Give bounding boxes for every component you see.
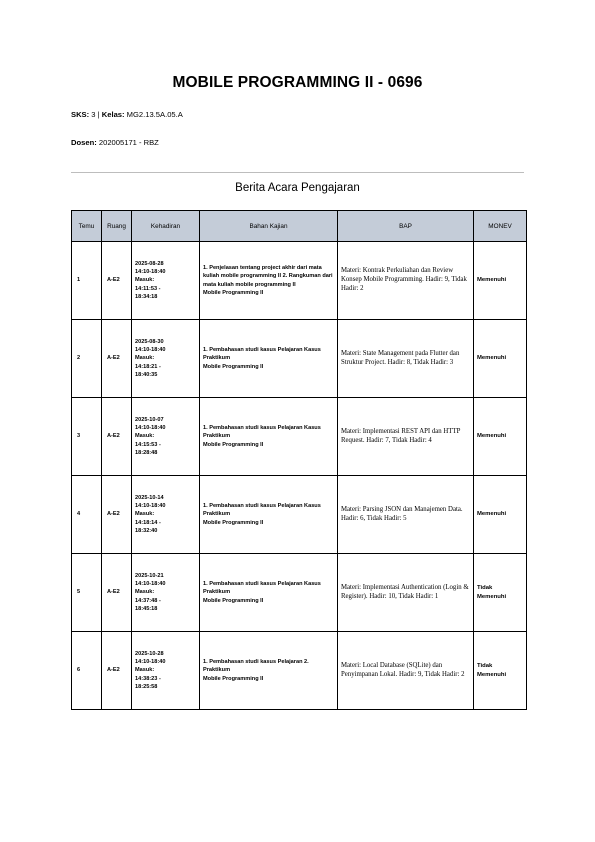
sks-label: SKS: — [71, 110, 90, 119]
cell-kehadiran: 2025-10-28 14:10-18:40 Masuk: 14:38:23 - 18:25:58 — [132, 632, 200, 710]
header-bahan-kajian: Bahan Kajian — [200, 211, 338, 242]
cell-temu: 4 — [72, 476, 102, 554]
table-row — [72, 632, 527, 710]
divider — [71, 172, 524, 173]
sks-value: 3 — [91, 110, 96, 119]
cell-kehadiran: 2025-10-07 14:10-18:40 Masuk: 14:15:53 - 18:28:48 — [132, 398, 200, 476]
cell-temu: 2 — [72, 320, 102, 398]
table-header-row — [72, 211, 527, 242]
cell-ruang: A-E2 — [102, 476, 132, 554]
cell-bahan-kajian: 1. Pembahasan studi kasus Pelajaran Kasus Praktikum Mobile Programming II — [200, 398, 338, 476]
header-temu: Temu — [72, 211, 102, 242]
cell-bap: Materi: State Management pada Flutter dan Struktur Project. Hadir: 8, Tidak Hadir: 3 — [338, 320, 474, 398]
cell-ruang: A-E2 — [102, 398, 132, 476]
cell-bap: Materi: Implementasi Authentication (Login & Register). Hadir: 10, Tidak Hadir: 1 — [338, 554, 474, 632]
cell-monev: Memenuhi — [474, 242, 527, 320]
cell-bahan-kajian: 1. Pembahasan studi kasus Pelajaran 2. Praktikum Mobile Programming II — [200, 632, 338, 710]
dosen-label: Dosen: — [71, 138, 97, 147]
cell-bap: Materi: Implementasi REST API dan HTTP Request. Hadir: 7, Tidak Hadir: 4 — [338, 398, 474, 476]
header-monev: MONEV — [474, 211, 527, 242]
cell-monev: Memenuhi — [474, 398, 527, 476]
kelas-label: Kelas: — [101, 110, 125, 119]
cell-monev: Memenuhi — [474, 320, 527, 398]
cell-temu: 1 — [72, 242, 102, 320]
cell-ruang: A-E2 — [102, 320, 132, 398]
cell-bap: Materi: Parsing JSON dan Manajemen Data. Hadir: 6, Tidak Hadir: 5 — [338, 476, 474, 554]
cell-bahan-kajian: 1. Penjelasan tentang project akhir dari mata kuliah mobile programming II 2. Rangkuman dari mata kuliah mobile programming II Mobile Programming II — [200, 242, 338, 320]
cell-bap: Materi: Kontrak Perkuliahan dan Review Konsep Mobile Programming. Hadir: 9, Tidak Hadir: 2 — [338, 242, 474, 320]
sks-kelas-line — [71, 110, 183, 119]
cell-temu: 5 — [72, 554, 102, 632]
header-kehadiran: Kehadiran — [132, 211, 200, 242]
cell-bahan-kajian: 1. Pembahasan studi kasus Pelajaran Kasus Praktikum Mobile Programming II — [200, 476, 338, 554]
header-ruang: Ruang — [102, 211, 132, 242]
table-row — [72, 476, 527, 554]
cell-temu: 3 — [72, 398, 102, 476]
course-title: MOBILE PROGRAMMING II - 0696 — [172, 74, 423, 91]
cell-monev: Tidak Memenuhi — [474, 554, 527, 632]
table-row — [72, 242, 527, 320]
cell-temu: 6 — [72, 632, 102, 710]
dosen-value: 202005171 - RBZ — [98, 138, 159, 147]
cell-ruang: A-E2 — [102, 242, 132, 320]
cell-ruang: A-E2 — [102, 554, 132, 632]
kelas-value: MG2.13.5A.05.A — [126, 110, 183, 119]
table-row — [72, 398, 527, 476]
header-bap: BAP — [338, 211, 474, 242]
cell-monev: Memenuhi — [474, 476, 527, 554]
cell-monev: Tidak Memenuhi — [474, 632, 527, 710]
cell-bahan-kajian: 1. Pembahasan studi kasus Pelajaran Kasus Praktikum Mobile Programming II — [200, 320, 338, 398]
table-row — [72, 554, 527, 632]
separator: | — [97, 110, 100, 119]
cell-kehadiran: 2025-08-30 14:10-18:40 Masuk: 14:18:21 - 18:40:35 — [132, 320, 200, 398]
teaching-record-table — [71, 210, 527, 710]
cell-kehadiran: 2025-10-21 14:10-18:40 Masuk: 14:37:48 - 18:45:18 — [132, 554, 200, 632]
dosen-line — [71, 138, 159, 147]
table-row — [72, 320, 527, 398]
cell-bahan-kajian: 1. Pembahasan studi kasus Pelajaran Kasus Praktikum Mobile Programming II — [200, 554, 338, 632]
cell-kehadiran: 2025-10-14 14:10-18:40 Masuk: 14:18:14 - 18:32:40 — [132, 476, 200, 554]
cell-kehadiran: 2025-08-28 14:10-18:40 Masuk: 14:11:53 - 18:34:18 — [132, 242, 200, 320]
cell-bap: Materi: Local Database (SQLite) dan Penyimpanan Lokal. Hadir: 9, Tidak Hadir: 2 — [338, 632, 474, 710]
cell-ruang: A-E2 — [102, 632, 132, 710]
section-title: Berita Acara Pengajaran — [235, 182, 360, 194]
